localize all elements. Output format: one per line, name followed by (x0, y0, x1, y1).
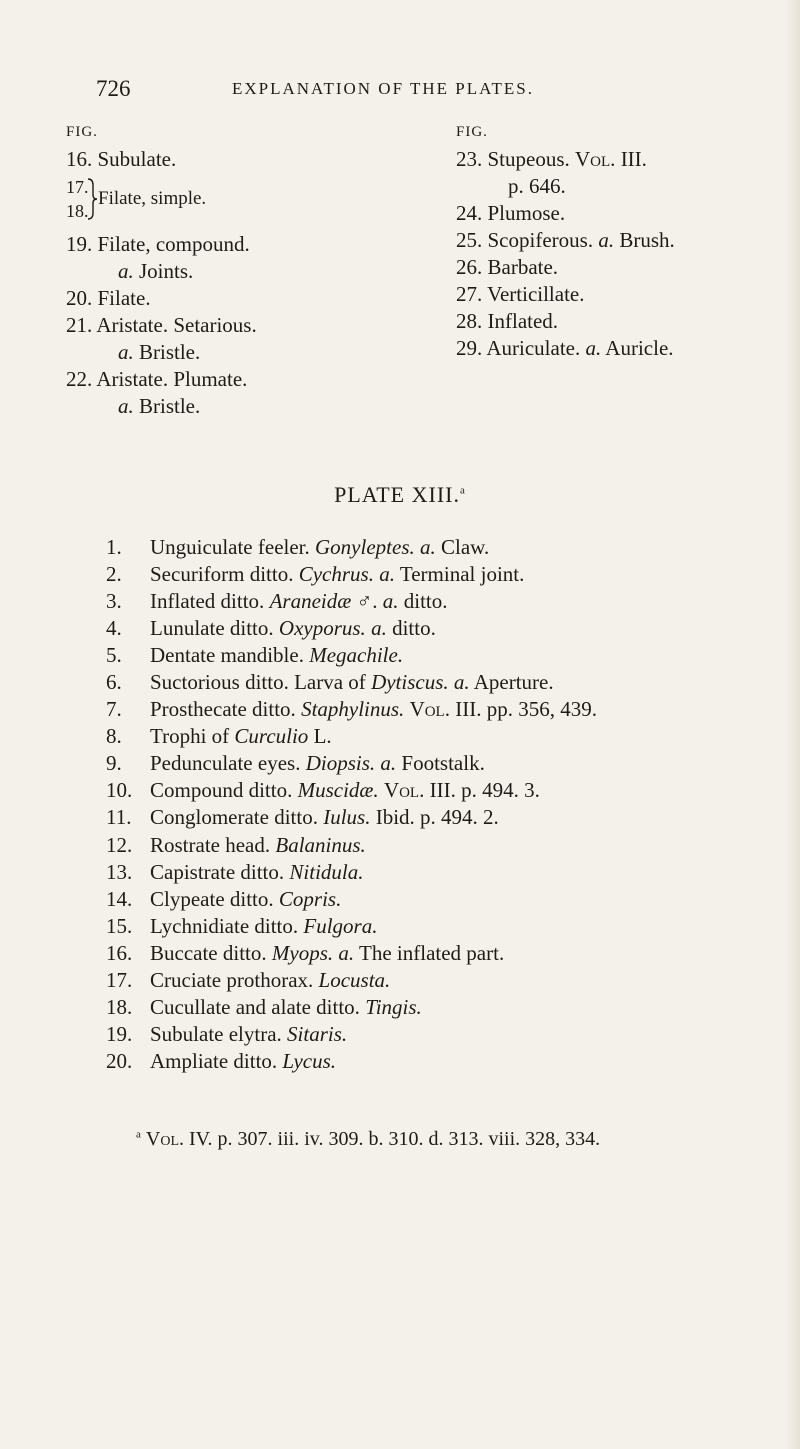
list-item: 26. Barbate. (456, 255, 559, 279)
list-item: 6. Suctorious ditto. Larva of Dytiscus. a. Aperture. (106, 670, 554, 695)
figure-list-left (66, 122, 406, 420)
page-header (96, 76, 736, 106)
list-item: 14. Clypeate ditto. Copris. (106, 886, 342, 911)
list-item: 4. Lunulate ditto. Oxyporus. a. ditto. (106, 616, 436, 641)
page-number: 726 (96, 76, 131, 101)
list-item: 3. Inflated ditto. Araneidæ ♂. a. ditto. (106, 589, 448, 614)
list-item: 23. Stupeous. Vol. III. (456, 147, 647, 171)
list-item: 16. Subulate. (66, 147, 177, 171)
list-item: 18. Cucullate and alate ditto. Tingis. (106, 994, 422, 1019)
list-item: 27. Verticillate. (456, 282, 585, 306)
list-item: 20. Filate. (66, 286, 151, 310)
list-item: 10. Compound ditto. Muscidæ. Vol. III. p. 494. 3. (106, 778, 540, 803)
list-item: 22. Aristate. Plumate. (66, 367, 248, 391)
fig-label: FIG. (66, 124, 98, 140)
fig-label: FIG. (456, 124, 488, 140)
list-item: 17. Cruciate prothorax. Locusta. (106, 967, 391, 992)
page-edge (786, 0, 800, 1449)
list-item: 24. Plumose. (456, 201, 566, 225)
plate-list (106, 534, 597, 1075)
list-item: a. Joints. (118, 259, 194, 283)
bracket-text: Filate, simple. (98, 188, 207, 209)
list-item: 29. Auriculate. a. Auricle. (456, 336, 674, 360)
list-item: 7. Prosthecate ditto. Staphylinus. Vol. III. pp. 356, 439. (106, 697, 597, 722)
list-item: 25. Scopiferous. a. Brush. (456, 228, 675, 252)
footnote-marker: a (459, 484, 466, 497)
list-item: a. Bristle. (118, 340, 201, 364)
list-item: 11. Conglomerate ditto. Iulus. Ibid. p. 494. 2. (106, 805, 499, 830)
list-item: a. Bristle. (118, 394, 201, 418)
list-item: 5. Dentate mandible. Megachile. (106, 643, 404, 668)
bracketed-entries (66, 173, 406, 231)
list-item: 2. Securiform ditto. Cychrus. a. Terminal joint. (106, 562, 525, 587)
list-item: 8. Trophi of Curculio L. (106, 724, 332, 749)
figure-list-right (456, 122, 786, 362)
list-item: 1. Unguiculate feeler. Gonyleptes. a. Claw. (106, 535, 490, 559)
bracket-numbers: 17. 18. (66, 177, 89, 221)
list-item: 13. Capistrate ditto. Nitidula. (106, 859, 364, 884)
list-item: 19. Subulate elytra. Sitaris. (106, 1021, 348, 1046)
list-item: 19. Filate, compound. (66, 232, 250, 256)
curly-brace-icon (86, 177, 98, 221)
list-item: 20. Ampliate ditto. Lycus. (106, 1048, 337, 1073)
list-item: 28. Inflated. (456, 309, 559, 333)
list-item: 12. Rostrate head. Balaninus. (106, 832, 366, 857)
footnote: $^a$ Vol. IV. p. 307. iii. iv. 309. b. 310. d. 313. viii. 328, 334. (136, 1128, 601, 1150)
list-item: 21. Aristate. Setarious. (66, 313, 257, 337)
male-symbol-icon: ♂. (356, 589, 378, 614)
list-item: 16. Buccate ditto. Myops. a. The inflated part. (106, 940, 505, 965)
footnote-marker: a (136, 1128, 141, 1141)
running-title: EXPLANATION OF THE PLATES. (232, 79, 534, 98)
plate-title: PLATE XIII.$^a$ (334, 482, 466, 507)
list-item: 15. Lychnidiate ditto. Fulgora. (106, 913, 378, 938)
list-item: 9. Pedunculate eyes. Diopsis. a. Footstalk. (106, 751, 485, 776)
list-item: p. 646. (508, 174, 566, 198)
